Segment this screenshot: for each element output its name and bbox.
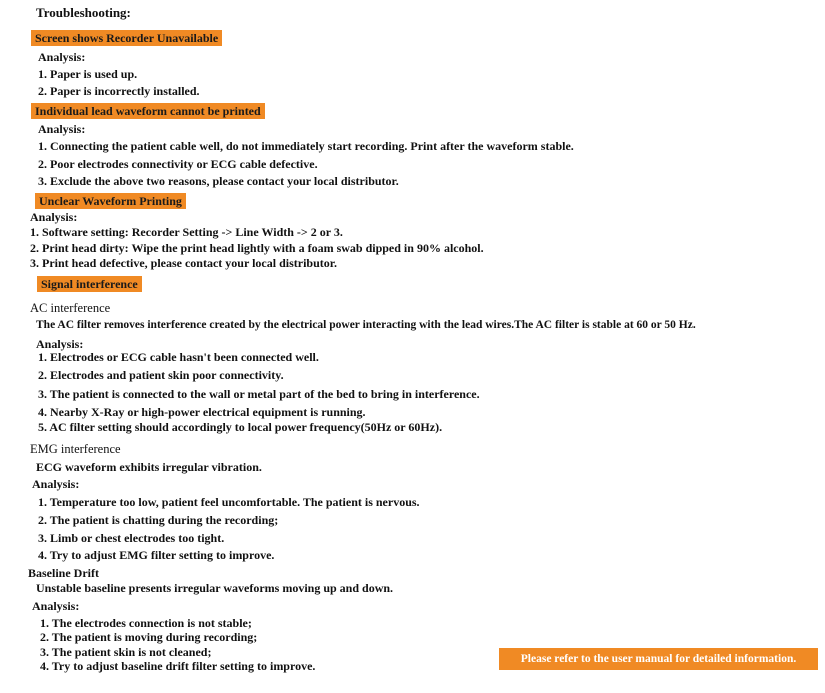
list-item: 2. Print head dirty: Wipe the print head lightly with a foam swab dipped in 90% alcohol. bbox=[30, 241, 484, 255]
list-item: 3. The patient is connected to the wall or metal part of the bed to bring in interference. bbox=[38, 387, 480, 401]
list-item: 1. Paper is used up. bbox=[38, 67, 138, 81]
list-item: 3. Print head defective, please contact your local distributor. bbox=[30, 256, 337, 270]
emg-description: ECG waveform exhibits irregular vibration. bbox=[36, 460, 262, 474]
ac-description: The AC filter removes interference created by the electrical power interacting with the lead wires.The AC filter is stable at 60 or 50 Hz. bbox=[36, 319, 696, 331]
analysis-label: Analysis: bbox=[32, 599, 80, 613]
list-item: 2. The patient is moving during recording; bbox=[40, 630, 258, 644]
subsection-title-baseline: Baseline Drift bbox=[28, 566, 99, 580]
list-item: 3. Exclude the above two reasons, please contact your local distributor. bbox=[38, 174, 399, 188]
list-item: 5. AC filter setting should accordingly to local power frequency(50Hz or 60Hz). bbox=[38, 420, 443, 434]
analysis-label: Analysis: bbox=[30, 210, 78, 224]
list-item: 1. Temperature too low, patient feel uncomfortable. The patient is nervous. bbox=[38, 495, 420, 509]
analysis-label: Analysis: bbox=[36, 337, 84, 351]
section-heading-signal: Signal interference bbox=[37, 276, 142, 292]
list-item: 2. The patient is chatting during the recording; bbox=[38, 513, 279, 527]
analysis-label: Analysis: bbox=[38, 50, 86, 64]
list-item: 1. The electrodes connection is not stable; bbox=[40, 616, 252, 630]
list-item: 2. Electrodes and patient skin poor connectivity. bbox=[38, 368, 284, 382]
list-item: 1. Electrodes or ECG cable hasn't been connected well. bbox=[38, 350, 319, 364]
list-item: 1. Connecting the patient cable well, do not immediately start recording. Print after the waveform stable. bbox=[38, 139, 574, 153]
analysis-label: Analysis: bbox=[38, 122, 86, 136]
list-item: 2. Poor electrodes connectivity or ECG cable defective. bbox=[38, 157, 318, 171]
list-item: 3. The patient skin is not cleaned; bbox=[40, 645, 212, 659]
list-item: 1. Software setting: Recorder Setting -> Line Width -> 2 or 3. bbox=[30, 225, 343, 239]
list-item: 4. Nearby X-Ray or high-power electrical equipment is running. bbox=[38, 405, 366, 419]
section-heading-lead: Individual lead waveform cannot be printed bbox=[31, 103, 265, 119]
section-heading-unclear: Unclear Waveform Printing bbox=[35, 193, 186, 209]
list-item: 4. Try to adjust EMG filter setting to improve. bbox=[38, 548, 275, 562]
page-title: Troubleshooting: bbox=[36, 5, 131, 20]
list-item: 2. Paper is incorrectly installed. bbox=[38, 84, 200, 98]
analysis-label: Analysis: bbox=[32, 477, 80, 491]
list-item: 4. Try to adjust baseline drift filter setting to improve. bbox=[40, 659, 316, 673]
subsection-title-emg: EMG interference bbox=[30, 442, 121, 456]
manual-reference-note: Please refer to the user manual for detailed information. bbox=[499, 648, 818, 670]
subsection-title-ac: AC interference bbox=[30, 301, 111, 315]
section-heading-recorder: Screen shows Recorder Unavailable bbox=[31, 30, 222, 46]
list-item: 3. Limb or chest electrodes too tight. bbox=[38, 531, 225, 545]
baseline-description: Unstable baseline presents irregular waveforms moving up and down. bbox=[36, 581, 394, 595]
